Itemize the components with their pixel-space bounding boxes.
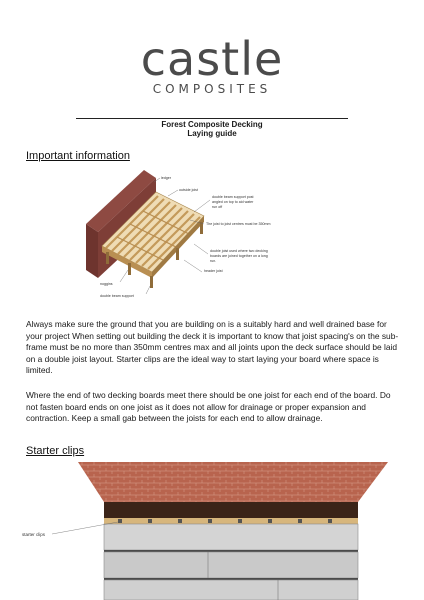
label-starter-clips: starter clips: [22, 532, 46, 537]
label-noggins: noggins: [100, 282, 113, 286]
decking-boards: [104, 524, 358, 600]
label-outside-joist: outside joist: [179, 188, 198, 192]
document-title: Forest Composite Decking: [161, 120, 263, 129]
label-double-joist-2: boards are joined together on a long: [210, 254, 268, 258]
label-double-joist-3: run.: [210, 259, 217, 263]
starter-clips-diagram: [18, 462, 406, 600]
brick-wall-edge: [86, 224, 98, 278]
document-subtitle: Laying guide: [187, 129, 237, 138]
brick-wall: [78, 462, 388, 502]
title-divider: [76, 118, 348, 119]
brand-logo-subtitle: COMPOSITES: [152, 82, 272, 96]
label-ledger: ledger: [161, 176, 171, 180]
label-support-post-note-2: run off: [212, 205, 223, 209]
brand-logo-wordmark: castle: [140, 32, 284, 86]
section-heading-important: Important information: [26, 150, 130, 162]
ledger-band: [104, 502, 358, 518]
label-double-beam-support: double beam support: [100, 294, 134, 298]
label-double-joist-1: double joist used where two decking: [210, 249, 268, 253]
section-heading-starter-clips: Starter clips: [26, 445, 85, 457]
paragraph-board-ends: Where the end of two decking boards meet there should be one joist for each end of the board. Do not fasten board ends on one joist as it does not allow for drainage or proper expansion and contraction. Keep a small gab between the joists for each end to allow drainage.: [26, 390, 391, 423]
label-double-beam-support-post: double beam support post: [212, 195, 254, 199]
label-header-joist: header joist: [204, 269, 223, 273]
label-support-post-note-1: angled on top to aid water: [212, 200, 254, 204]
paragraph-ground-and-joists: Always make sure the ground that you are building on is a suitably hard and well drained base for your project When setting out building the deck it is important to know that joist spacing's on the sub-frame must be no more than 350mm centres max and all joints upon the deck surface should be laid on a double joist layout. Starter clips are the ideal way to start laying your board where space is limited.: [26, 319, 399, 375]
label-joist-spacing: The joist to joist centres must be 350mm: [206, 222, 271, 226]
joist-strip: [104, 518, 358, 524]
deck-frame-diagram: [84, 168, 346, 308]
